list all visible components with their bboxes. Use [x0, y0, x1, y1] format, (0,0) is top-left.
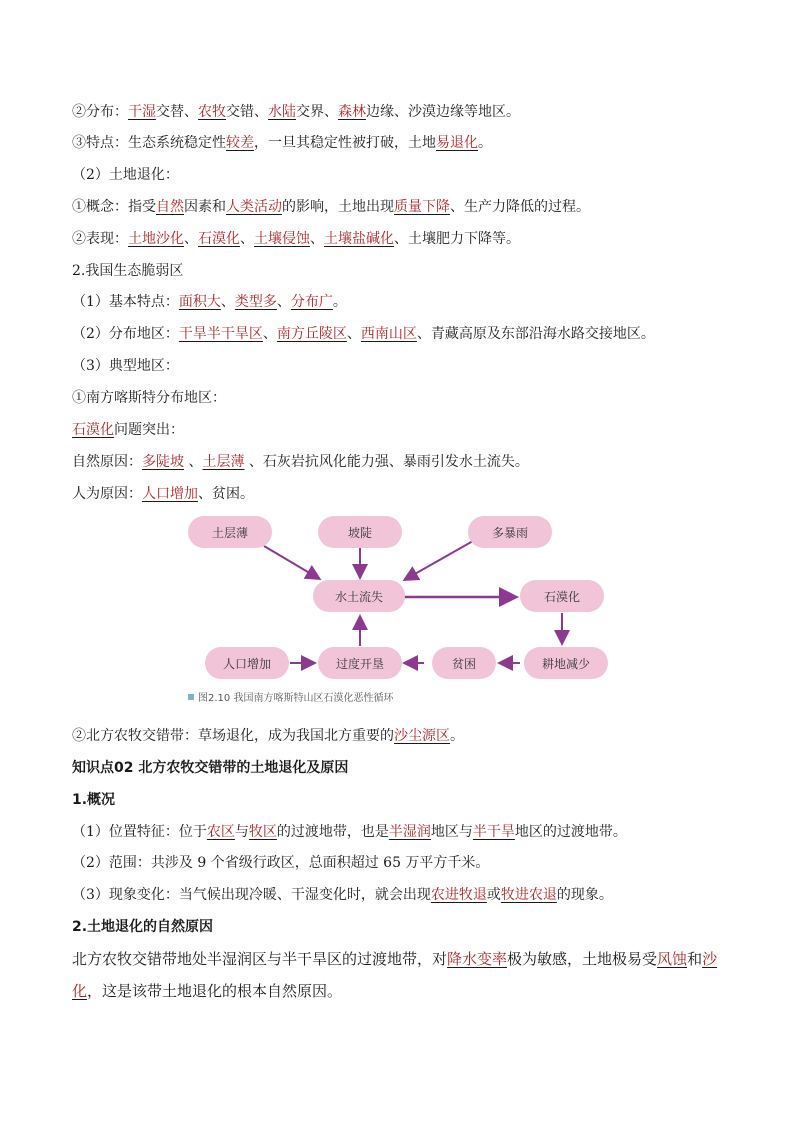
text: 、 — [262, 326, 277, 342]
text: ②表现： — [72, 231, 128, 247]
text: 交替、 — [156, 104, 198, 120]
node-renkou: 人口增加 — [205, 647, 289, 679]
text: 北方农牧交错带地处半湿润区与半干旱区的过渡地带，对 — [72, 950, 448, 968]
text: 问题突出： — [114, 422, 184, 438]
text-line-north-ecotone — [72, 726, 464, 746]
text: （1）位置特征：位于 — [72, 824, 207, 840]
text: 交界、 — [296, 104, 338, 120]
node-shuitu: 水土流失 — [313, 580, 405, 612]
text: 极为敏感，土地极易受 — [507, 950, 658, 968]
text: 、 — [276, 294, 291, 310]
text: 、 — [346, 326, 361, 342]
text: 。 — [332, 294, 347, 310]
text: 与 — [234, 824, 249, 840]
answer-term: 自然 — [156, 199, 184, 215]
text: （2）土地退化： — [72, 167, 179, 183]
text-line-range — [72, 853, 489, 873]
answer-term: 森林 — [338, 104, 366, 120]
text: ①概念：指受 — [72, 199, 156, 215]
answer-term: 分布广 — [290, 294, 333, 310]
answer-term: 农进牧退 — [430, 887, 487, 903]
text: 1.概况 — [72, 792, 116, 808]
answer-term: 沙化 — [72, 950, 718, 1000]
text: （2）分布地区： — [72, 326, 179, 342]
text: 交错、 — [226, 104, 268, 120]
text: 、 — [220, 294, 235, 310]
node-podou: 坡陡 — [318, 516, 402, 548]
text: ②分布： — [72, 104, 128, 120]
section-heading-natural-causes — [72, 917, 213, 937]
answer-term: 沙尘源区 — [394, 728, 450, 744]
text: 、土壤肥力下降等。 — [394, 231, 520, 247]
answer-term: 人口增加 — [142, 486, 198, 502]
caption-text: 图2.10 我国南方喀斯特山区石漠化恶性循环 — [198, 693, 394, 704]
text-line-phenomenon — [72, 885, 613, 905]
text: 知识点02 北方农牧交错带的土地退化及原因 — [72, 760, 349, 776]
text: 和 — [687, 950, 703, 968]
section-heading-knowledge-02 — [72, 758, 348, 778]
answer-term: 降水变率 — [447, 950, 508, 968]
text: 、 — [310, 231, 324, 247]
answer-term: 农区 — [206, 824, 235, 840]
text: （2）范围：共涉及 9 个省级行政区，总面积超过 65 万平方千米。 — [72, 855, 490, 871]
answer-term: 石漠化 — [72, 422, 114, 438]
text: 因素和 — [184, 199, 226, 215]
text: 人为原因： — [72, 486, 142, 502]
caption-marker-icon — [188, 694, 194, 700]
answer-term: 面积大 — [178, 294, 221, 310]
arrow-duobaoyu-to-shuitu — [406, 537, 480, 579]
text: 、 — [184, 454, 203, 470]
arrow-tucengbao-to-shuitu — [264, 546, 318, 578]
answer-term: 质量下降 — [394, 199, 450, 215]
text: 、青藏高原及东部沿海水路交接地区。 — [416, 326, 655, 342]
text: ②北方农牧交错带：草场退化，成为我国北方重要的 — [72, 728, 394, 744]
node-tucengbao: 土层薄 — [188, 516, 272, 548]
text: 。 — [478, 135, 492, 151]
answer-term: 土层薄 — [202, 454, 245, 470]
answer-term: 西南山区 — [360, 326, 417, 342]
figure-caption — [188, 689, 393, 704]
answer-term: 牧区 — [248, 824, 277, 840]
text: 的过渡地带，也是 — [276, 824, 389, 840]
answer-term: 类型多 — [234, 294, 277, 310]
answer-term: 风蚀 — [657, 950, 688, 968]
answer-term: 干旱半干旱区 — [178, 326, 263, 342]
text: 自然原因： — [72, 454, 142, 470]
answer-term: 土壤侵蚀 — [254, 231, 310, 247]
text: （3）典型地区： — [72, 358, 179, 374]
text: 2.我国生态脆弱区 — [72, 263, 184, 279]
answer-term: 半湿润 — [388, 824, 431, 840]
section-heading-overview — [72, 790, 115, 810]
answer-term: 多陡坡 — [142, 454, 184, 470]
answer-term: 石漠化 — [198, 231, 240, 247]
answer-term: 半干旱 — [472, 824, 515, 840]
answer-term: 水陆 — [268, 104, 296, 120]
answer-term: 牧进农退 — [500, 887, 557, 903]
paragraph-root-cause — [72, 943, 724, 1007]
answer-term: 土壤盐碱化 — [324, 231, 394, 247]
text: ，一旦其稳定性被打破，土地 — [254, 135, 436, 151]
answer-term: 南方丘陵区 — [276, 326, 347, 342]
answer-term: 人类活动 — [226, 199, 282, 215]
text: （3）现象变化：当气候出现冷暖、干湿变化时，就会出现 — [72, 887, 431, 903]
node-shimohua: 石漠化 — [520, 580, 604, 612]
text-line-location — [72, 822, 627, 842]
text: 。 — [450, 728, 464, 744]
text: ，这是该带土地退化的根本自然原因。 — [87, 982, 343, 1000]
text: 、石灰岩抗风化能力强、暴雨引发水土流失。 — [244, 454, 529, 470]
node-gengdi: 耕地减少 — [524, 647, 608, 679]
text: 、生产力降低的过程。 — [450, 199, 590, 215]
answer-term: 易退化 — [436, 135, 478, 151]
text: 边缘、沙漠边缘等地区。 — [366, 104, 520, 120]
node-duobaoyu: 多暴雨 — [468, 516, 552, 548]
answer-term: 土地沙化 — [128, 231, 184, 247]
text: 、 — [240, 231, 254, 247]
text: 的影响，土地出现 — [282, 199, 394, 215]
text: 、贫困。 — [198, 486, 254, 502]
text: （1）基本特点： — [72, 294, 179, 310]
node-pinkun: 贫困 — [432, 647, 496, 679]
text: 2.土地退化的自然原因 — [72, 919, 214, 935]
answer-term: 农牧 — [198, 104, 226, 120]
text: 或 — [486, 887, 501, 903]
answer-term: 较差 — [226, 135, 254, 151]
text: 的现象。 — [556, 887, 613, 903]
text: ①南方喀斯特分布地区： — [72, 390, 226, 406]
node-guodu: 过度开垦 — [318, 647, 402, 679]
text: ③特点：生态系统稳定性 — [72, 135, 226, 151]
text: 地区的过渡地带。 — [514, 824, 627, 840]
answer-term: 干湿 — [128, 104, 156, 120]
text: 地区与 — [430, 824, 473, 840]
text: 、 — [184, 231, 198, 247]
